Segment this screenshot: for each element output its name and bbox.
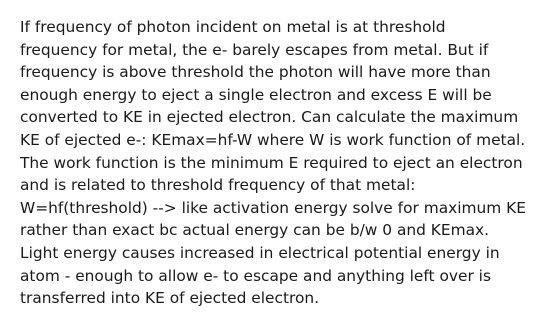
document-text: [20, 16, 546, 310]
text-line: and is related to threshold frequency of that metal:: [20, 176, 416, 195]
text-line: enough energy to eject a single electron and excess E will be: [20, 85, 492, 104]
text-line: The work function is the minimum E required to eject an electron: [20, 153, 523, 172]
text-line: If frequency of photon incident on metal is at threshold: [20, 18, 446, 36]
text-line: KE of ejected e-: KEmax=hf-W where W is work function of metal.: [20, 130, 526, 149]
text-line: frequency is above threshold the photon will have more than: [20, 63, 491, 82]
text-line: W=hf(threshold) --> like activation energy solve for maximum KE: [20, 198, 526, 217]
text-line: frequency for metal, the e- barely escapes from metal. But if: [20, 40, 489, 59]
text-line: transferred into KE of ejected electron.: [20, 289, 320, 308]
text-line: converted to KE in ejected electron. Can calculate the maximum: [20, 108, 519, 127]
text-line: Light energy causes increased in electrical potential energy in: [20, 243, 500, 262]
text-line: rather than exact bc actual energy can be b/w 0 and KEmax.: [20, 221, 490, 240]
text-line: atom - enough to allow e- to escape and anything left over is: [20, 266, 491, 285]
